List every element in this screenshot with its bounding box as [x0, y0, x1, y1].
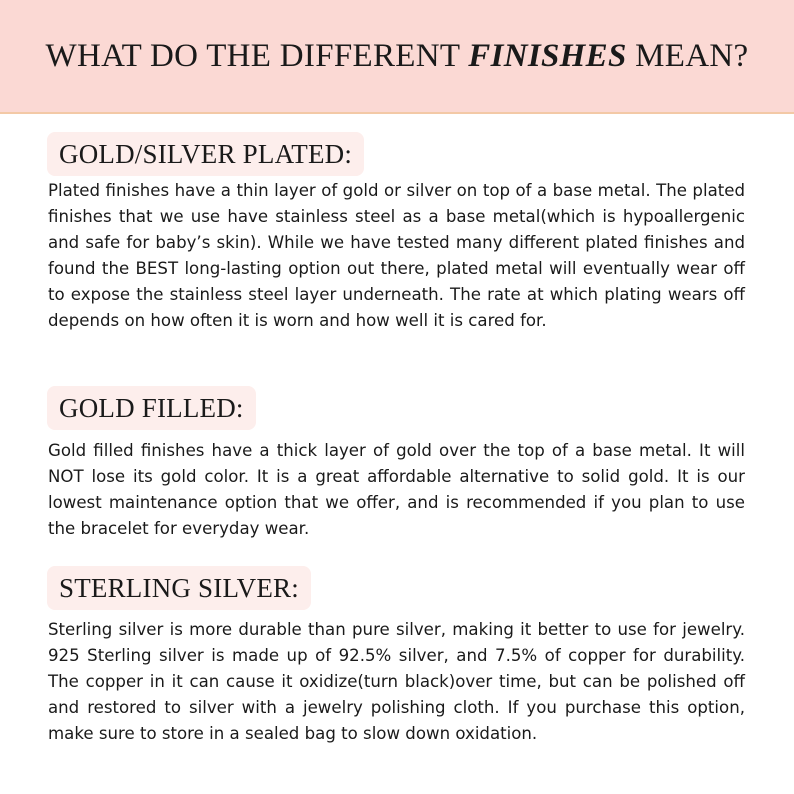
page-title-suffix: MEAN? — [626, 38, 749, 74]
section-heading-gold-filled — [47, 386, 256, 430]
section-heading-plated-label: GOLD/SILVER PLATED: — [59, 138, 353, 169]
section-heading-gold-filled-label: GOLD FILLED: — [59, 392, 244, 423]
section-heading-sterling-silver — [47, 566, 311, 610]
header-banner — [0, 0, 794, 114]
page-title-emphasis: FINISHES — [468, 38, 627, 74]
section-heading-sterling-silver-label: STERLING SILVER: — [59, 572, 299, 603]
section-body-sterling-silver: Sterling silver is more durable than pure silver, making it better to use for jewelry. 925 Sterling silver is made up of 92.5% silver, and 7.5% of copper for durability. The copper in it can cause it oxidize(turn black)over time, but can be polished off and restored to silver with a jewelry polishing cloth. If you purchase this option, make sure to store in a sealed bag to slow down oxidation. — [48, 620, 745, 743]
section-heading-plated — [47, 132, 364, 176]
page-title — [0, 38, 794, 75]
section-body-gold-filled: Gold filled finishes have a thick layer of gold over the top of a base metal. It will NOT lose its gold color. It is a great affordable alternative to solid gold. It is our lowest maintenance option that we offer, and is recommended if you plan to use the bracelet for everyday wear. — [48, 441, 745, 538]
page-title-prefix: WHAT DO THE DIFFERENT — [45, 38, 469, 74]
section-body-plated: Plated finishes have a thin layer of gold or silver on top of a base metal. The plated finishes that we use have stainless steel as a base metal(which is hypoallergenic and safe for baby’s skin). While we have tested many different plated finishes and found the BEST long-lasting option out there, plated metal will eventually wear off to expose the stainless steel layer underneath. The rate at which plating wears off depends on how often it is worn and how well it is cared for. — [48, 181, 745, 330]
